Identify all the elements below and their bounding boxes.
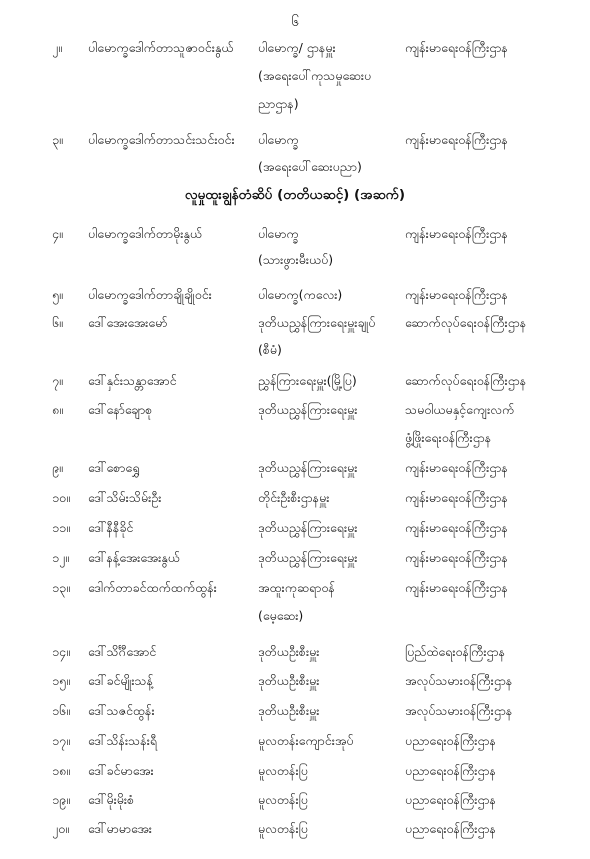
item-number: ၁၇။ [52,733,70,748]
person-position: ဒုတိယဦးစီးမှူး [258,644,320,659]
person-position: ဒုတိယညွှန်ကြားရေးမှူး [258,520,358,535]
person-position: ဒုတိယဦးစီးမှူး [258,703,320,718]
person-position: မူလတန်းပြ [258,821,308,836]
person-name: ဒေါ်မာမာအေး [88,821,152,836]
item-number: ၅။ [52,287,63,302]
person-department: အလုပ်သမားဝန်ကြီးဌာန [405,673,513,688]
item-number: ၁၈။ [52,763,70,778]
item-number: ၁၀။ [52,490,70,505]
list-item [0,548,590,568]
person-name: ဒေါ်နန့်အေးအေးနွယ် [88,550,180,565]
position-continuation: (သားဖွားမီးယပ်) [258,252,334,267]
position-continuation: (စီမံ) [258,342,282,357]
item-number: ၂၀။ [52,821,69,836]
section-heading: လူမှုထူးချွန်တံဆိပ် (တတိယဆင့်) (အဆက်) [184,187,406,203]
person-position: ဒုတိယညွှန်ကြားရေးမှူးချုပ် [258,315,376,330]
list-item [0,731,590,751]
list-item [0,38,590,58]
person-department: ဆောက်လုပ်ရေးဝန်ကြီးဌာန [405,315,527,330]
person-name: ဒေါ်သိန်းသန်းရီ [88,733,158,748]
person-name: ပါမောက္ခဒေါက်တာချိုချိုဝင်း [88,287,212,302]
list-item [0,130,590,150]
person-department: ကျန်းမာရေးဝန်ကြီးဌာန [405,287,508,302]
person-position: မူလတန်းကျောင်းအုပ် [258,733,354,748]
item-number: ၆။ [52,315,63,330]
person-department: ပြည်ထဲရေးဝန်ကြီးဌာန [405,644,506,659]
person-department: ပညာရေးဝန်ကြီးဌာန [405,733,497,748]
list-item [0,819,590,839]
list-item [0,371,590,391]
list-item [0,458,590,478]
position-continuation: (အရေးပေါ်ဆေးပညာ) [258,159,362,174]
position-continuation: (အရေးပေါ်ကုသမှုဆေးပ [258,68,372,83]
position-continuation: ညာဌာန) [258,96,299,111]
person-department: ကျန်းမာရေးဝန်ကြီးဌာန [405,490,508,505]
person-department: ကျန်းမာရေးဝန်ကြီးဌာန [405,580,508,595]
person-name: ပါမောက္ခဒေါက်တာမိုးနွယ် [88,226,203,241]
person-name: ပါမောက္ခဒေါက်တာသူဇာဝင်းနွယ် [88,40,234,55]
person-name: ဒေါ်သိမ်းသိမ်းဦး [88,490,162,505]
person-position: ပါမောက္ခ [258,132,299,147]
list-item [0,400,590,420]
item-number: ၂။ [52,40,62,55]
person-position: မူလတန်းပြ [258,763,308,778]
person-position: မူလတန်းပြ [258,792,308,807]
person-position: ပါမောက္ခ [258,226,299,241]
person-position: တိုင်းဦးစီးဌာနမှူး [258,490,330,505]
person-name: ဒေါ်အေးအေးမော် [88,315,168,330]
item-number: ၈။ [52,402,63,417]
list-item [0,790,590,810]
person-position: အထူးကုဆရာဝန် [258,580,335,595]
list-item [0,224,590,244]
person-department: ပညာရေးဝန်ကြီးဌာန [405,792,497,807]
item-number: ၁၁။ [52,520,70,535]
person-position: ညွှန်ကြားရေးမှူး(မြို့ပြ) [258,373,357,388]
item-number: ၁၉။ [52,792,70,807]
person-position: ပါမောက္ခ(ကလေး) [258,287,343,302]
item-number: ၇။ [52,373,63,388]
person-department: ပညာရေးဝန်ကြီးဌာန [405,821,497,836]
person-department: ကျန်းမာရေးဝန်ကြီးဌာန [405,132,508,147]
person-department: ကျန်းမာရေးဝန်ကြီးဌာန [405,226,508,241]
list-item [0,671,590,691]
person-name: ဒေါက်တာခင်ထက်ထက်ထွန်း [88,580,217,595]
person-department: ကျန်းမာရေးဝန်ကြီးဌာန [405,550,508,565]
list-item [0,488,590,508]
list-item [0,761,590,781]
list-item [0,701,590,721]
item-number: ၁၆။ [52,703,70,718]
person-name: ဒေါ်ခင်မာအေး [88,763,154,778]
person-position: ဒုတိယညွှန်ကြားရေးမှူး [258,550,358,565]
list-item [0,578,590,598]
person-department: ပညာရေးဝန်ကြီးဌာန [405,763,497,778]
item-number: ၁၅။ [52,673,70,688]
person-name: ဒေါ်နှင်းသန္တာအောင် [88,373,177,388]
person-position: ဒုတိယညွှန်ကြားရေးမှူး [258,460,358,475]
list-item [0,285,590,305]
item-number: ၁၄။ [52,644,70,659]
person-position: ဒုတိယညွှန်ကြားရေးမှူး [258,402,358,417]
person-name: ဒေါ်သဇင်ထွန်း [88,703,155,718]
person-position: ပါမောက္ခ/ ဌာနမှူး [258,40,336,55]
person-name: ဒေါ်နီနီခိုင် [88,520,134,535]
person-department: ကျန်းမာရေးဝန်ကြီးဌာန [405,460,508,475]
person-department: အလုပ်သမားဝန်ကြီးဌာန [405,703,513,718]
person-department: သမဝါယမနှင့်ကျေးလက် [405,402,515,417]
person-name: ဒေါ်မိုးမိုးစံ [88,792,135,807]
item-number: ၉။ [52,460,63,475]
list-item [0,642,590,662]
item-number: ၃။ [52,132,63,147]
item-number: ၁၂။ [52,550,69,565]
department-continuation: ဖွံ့ဖြိုးရေးဝန်ကြီးဌာန [405,430,492,445]
item-number: ၄။ [52,226,63,241]
item-number: ၁၃။ [52,580,70,595]
list-item [0,518,590,538]
person-name: ဒေါ်သိင်္ဂီအောင် [88,644,157,659]
person-department: ကျန်းမာရေးဝန်ကြီးဌာန [405,40,508,55]
list-item [0,313,590,333]
person-name: ဒေါ်နော်ချောစု [88,402,153,417]
page-number: ၆ [291,15,299,30]
person-department: ဆောက်လုပ်ရေးဝန်ကြီးဌာန [405,373,527,388]
person-name: ဒေါ်စောရွှေ [88,460,140,475]
person-name: ပါမောက္ခဒေါက်တာသင်းသင်းဝင်း [88,132,235,147]
person-position: ဒုတိယဦးစီးမှူး [258,673,320,688]
person-department: ကျန်းမာရေးဝန်ကြီးဌာန [405,520,508,535]
person-name: ဒေါ်ခင်မျိုးသန့် [88,673,154,688]
position-continuation: (မေ့ဆေး) [258,608,304,623]
